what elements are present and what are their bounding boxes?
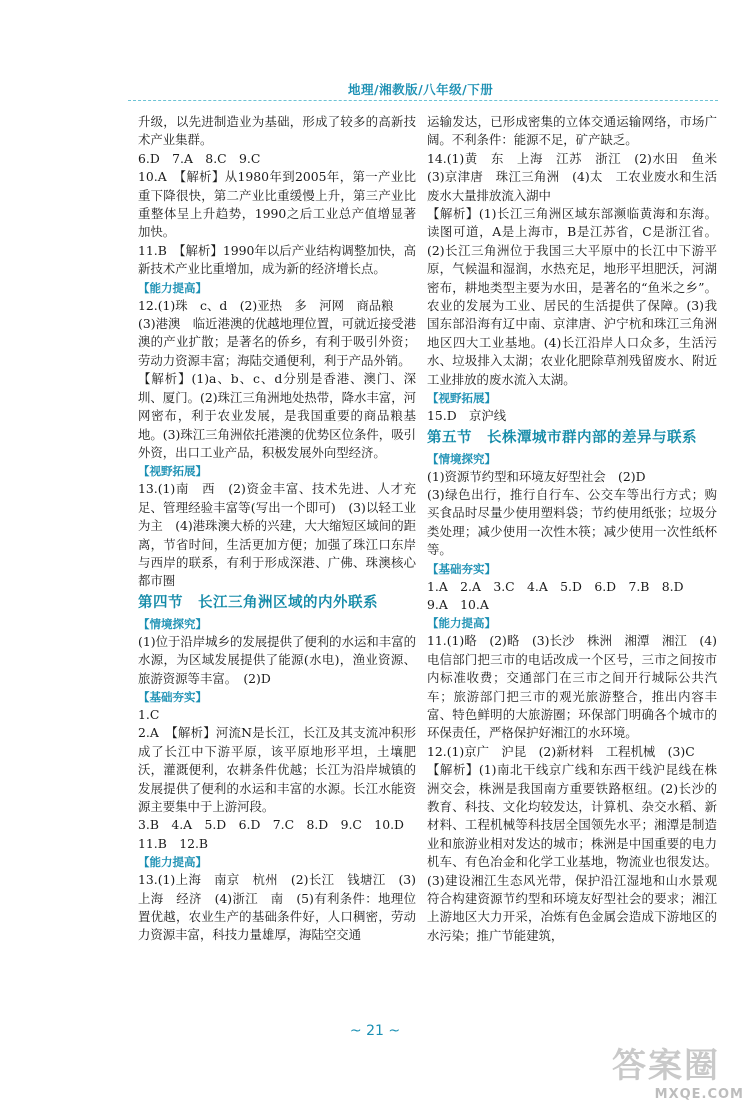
answer-paragraph: 14.(1)黄 东 上海 江苏 浙江 (2)水田 鱼米 (3)京津唐 珠江三角洲 (4)太 工农业废水和生活废水大量排放流入湖中: [427, 150, 730, 203]
answer-paragraph: (3)绿色出行，推行自行车、公交车等出行方式；购买食品时尽量少使用塑料袋；节约使用纸张；垃圾分类处理；减少使用一次性木筷；减少使用一次性纸杯等。: [427, 486, 717, 558]
answer-paragraph: 【解析】(1)a、b、c、d分别是香港、澳门、深圳、厦门。(2)珠江三角洲地处热带，降水丰富，河网密布，利于农业发展，是我国重要的商品粮基地。(3)珠江三角洲依托港澳的优势区位条件，吸引外资，出口工业产品，积极发展外向型经济。: [138, 371, 416, 460]
answer-paragraph: 3.B 4.A 5.D 6.D 7.C 8.D 9.C 10.D: [138, 817, 404, 833]
page-number: ~ 21 ~: [349, 1023, 401, 1039]
left-column: [138, 113, 416, 945]
watermark-text: 答案圈: [612, 1046, 720, 1086]
answer-paragraph: 【解析】(1)长江三角洲区域东部濒临黄海和东海。读图可道，A是上海市，B是江苏省，C是浙江省。(2)长江三角洲位于我国三大平原中的长江中下游平原，气候温和湿润，水热充足，地形平坦肥沃，河湖密布，耕地类型主要为水田，是著名的“鱼米之乡”。农业的发展为工业、居民的生活提供了保障。(3)我国东部沿海有辽中南、京津唐、沪宁杭和珠江三角洲地区四大工业基地。(4)长江沿岸人口众多，生活污水、垃圾排入太湖；农业化肥除草剂残留废水、附近工业排放的废水流入太湖。: [427, 206, 717, 387]
answer-paragraph: 15.D 京沪线: [427, 408, 507, 424]
section-tag: 【能力提高】: [138, 855, 207, 870]
section-tag: 【情境探究】: [138, 616, 207, 631]
section-tag: 【能力提高】: [138, 280, 207, 295]
answer-paragraph: 12.(1)珠 c、d (2)亚热 多 河网 商品粮: [138, 297, 394, 313]
answer-paragraph: 【解析】(1)南北干线京广线和东西干线沪昆线在株洲交会，株洲是我国南方重要铁路枢纽。(2)长沙的教育、科技、文化均较发达，计算机、杂交水稻、新材料、工程机械等科技居全国领先水平；湘潭是制造业和旅游业相对发达的城市；株洲是中国重要的电力机车、有色冶金和化学工业基地，物流业也很发达。(3)建设湘江生态风光带，保护沿江湿地和山水景观符合构建资源节约型和环境友好型社会的要求；湘江上游地区大力开采，冶炼有色金属会造成下游地区的水污染；推广节能建筑，: [427, 762, 717, 943]
answer-paragraph: (3)港澳 临近港澳的优越地理位置，可就近接受港澳的产业扩散；是著名的侨乡，有利于吸引外资；劳动力资源丰富；海陆交通便利，利于产品外销。: [138, 316, 416, 368]
section-tag: 【视野拓展】: [427, 391, 496, 406]
section-tag: 【能力提高】: [427, 616, 496, 631]
answer-paragraph: 运输发达，已形成密集的立体交通运输网络，市场广阔。不利条件：能源不足，矿产缺乏。: [427, 114, 717, 148]
watermark-logo: [612, 1036, 750, 1106]
section-heading: 第五节 长株潭城市群内部的差异与联系: [427, 429, 697, 446]
section-tag: 【情境探究】: [427, 451, 496, 466]
section-tag: 【视野拓展】: [138, 464, 207, 479]
answer-paragraph: 12.(1)京广 沪昆 (2)新材料 工程机械 (3)C: [427, 743, 695, 759]
answer-paragraph: 2.A 【解析】河流N是长江，长江及其支流冲积形成了长江中下游平原，该平原地形平坦，土壤肥沃，灌溉便利，农耕条件优越；长江为沿岸城镇的发展提供了便利的水运和丰富的水源。长江水能资源主要集中于上游河段。: [138, 725, 416, 814]
header-divider: [128, 100, 718, 101]
answer-paragraph: 1.A 2.A 3.C 4.A 5.D 6.D 7.B 8.D: [427, 578, 684, 594]
section-tag: 【基础夯实】: [138, 689, 207, 704]
answer-paragraph: 11.B 12.B: [138, 835, 209, 851]
answer-paragraph: 9.A 10.A: [427, 596, 489, 612]
answer-paragraph: 11.(1)略 (2)略 (3)长沙 株洲 湘潭 湘江 (4)电信部门把三市的电话改成一个区号，三市之间按市内标准收费；交通部门在三市之间开行城际公共汽车；旅游部门把三市的观光旅游整合，推出内容丰富、特色鲜明的大旅游圈；环保部门明确各个城市的环保责任，严格保护好湘江的水环境。: [427, 633, 717, 741]
watermark-url: MXQE.COM: [654, 1087, 744, 1102]
header-title: 地理/湘教版/八年级/下册: [348, 82, 494, 97]
answer-paragraph: 11.B 【解析】1990年以后产业结构调整加快，高新技术产业比重增加，成为新的经济增长点。: [138, 242, 416, 277]
answer-paragraph: 升级，以先进制造业为基础，形成了较多的高新技术产业集群。: [138, 114, 416, 148]
section-heading: 第四节 长江三角洲区域的内外联系: [138, 594, 378, 611]
answer-paragraph: (1)资源节约型和环境友好型社会 (2)D: [427, 468, 646, 484]
answer-paragraph: 10.A 【解析】从1980年到2005年，第一产业比重下降很快，第二产业比重缓慢上升，第三产业比重整体呈上升趋势，1990之后工业总产值增显著加快。: [138, 169, 416, 240]
answer-paragraph: 13.(1)南 西 (2)资金丰富、技术先进、人才充足、管理经验丰富等(写出一个即可) (3)以轻工业为主 (4)港珠澳大桥的兴建，大大缩短区域间的距离，节省时间，生活更加方便；加强了珠江口东岸与西岸的联系，有利于形成深港、广佛、珠澳核心都市圈: [138, 481, 416, 589]
answer-paragraph: (1)位于沿岸城乡的发展提供了便利的水运和丰富的水源，为区域发展提供了能源(水电)，渔业资源、旅游资源等丰富。 (2)D: [138, 633, 416, 686]
answer-paragraph: 1.C: [138, 706, 160, 722]
answer-paragraph: 13.(1)上海 南京 杭州 (2)长江 钱塘江 (3)上海 经济 (4)浙江 南 (5)有利条件：地理位置优越，农业生产的基础条件好，人口稠密，劳动力资源丰富，科技力量雄厚，海陆空交通: [138, 872, 416, 943]
right-column: [427, 113, 730, 945]
section-tag: 【基础夯实】: [427, 561, 496, 576]
answer-paragraph: 6.D 7.A 8.C 9.C: [138, 150, 261, 166]
